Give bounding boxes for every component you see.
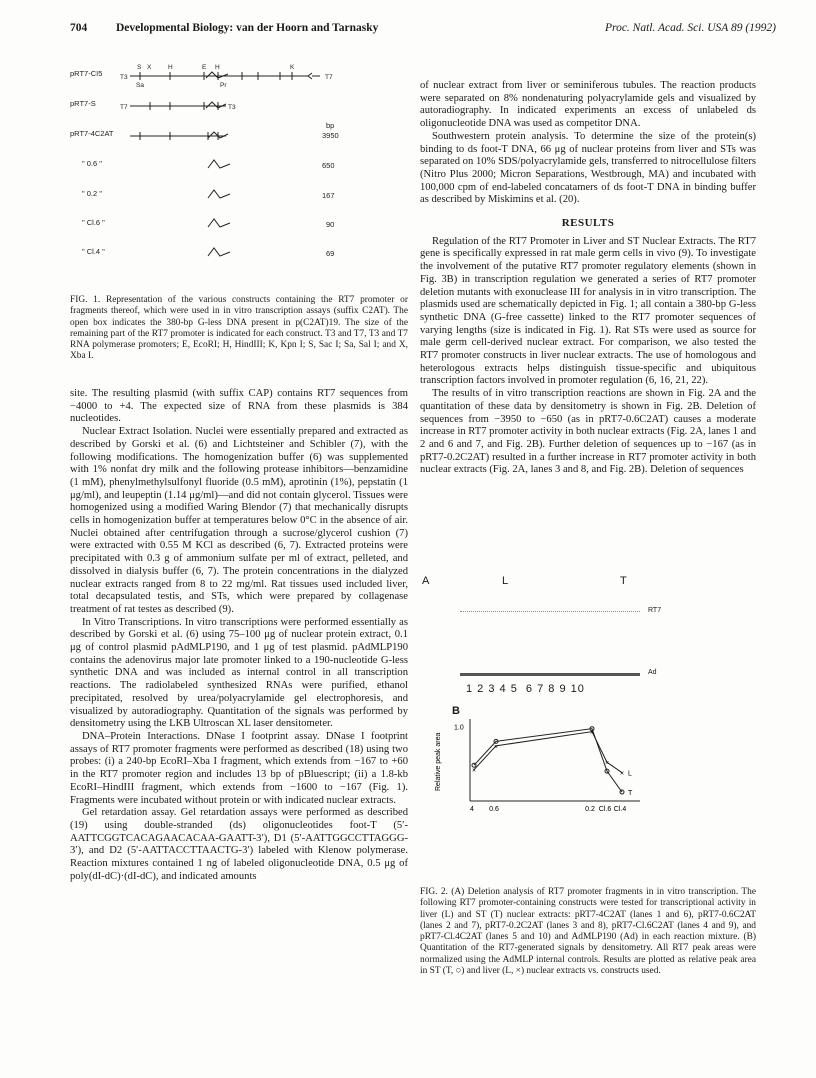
svg-text:T3: T3: [228, 104, 236, 111]
data-point: ×: [605, 760, 610, 768]
size-header: bp: [326, 121, 335, 130]
data-point: ×: [472, 767, 477, 775]
construct-label: pRT7-4C2AT: [70, 129, 114, 138]
x-tick-label: 4: [470, 806, 474, 813]
x-tick-label: Cl.4: [613, 806, 627, 813]
panel-label-a: A: [422, 575, 430, 587]
figure-2: [420, 575, 756, 815]
panel-label-b: B: [452, 705, 460, 717]
construct-label: " 0.2 ": [82, 189, 102, 198]
rt7-bands: [460, 611, 640, 614]
svg-text:H: H: [215, 64, 220, 71]
size-value: 90: [326, 220, 335, 229]
section-heading-results: RESULTS: [561, 217, 615, 230]
data-point: ×: [494, 743, 499, 751]
construct-label: " Cl.6 ": [82, 218, 105, 227]
paragraph: In Vitro Transcriptions. In vitro transcriptions were performed essentially as described by Gorski et al. (6) using 75–100 μg of nuclear protein extract, 0.1 μg of control plasmid pAdMLP190, and 1 μg of test plasmid. pAdMLP190 contains the adenovirus major late promoter linked to a 190-nucleotide G-less synthetic DNA and was included as internal control in all transcription reactions. The radiolabeled synthesized RNAs were purified, ethanol precipitated, resolved by urea/polyacrylamide gel electrophoresis, and visualized by autoradiography. Quantitation of the signals was performed by densitometry using the LKB Ultroscan XL laser densitometer.: [70, 616, 408, 730]
size-value: 69: [326, 249, 335, 258]
page-number: 704: [70, 22, 88, 34]
svg-text:T7: T7: [120, 104, 128, 111]
size-value: 167: [322, 191, 335, 200]
svg-text:K: K: [290, 64, 295, 71]
paragraph: The results of in vitro transcription reactions are shown in Fig. 2A and the quantitation of these data by densitometry is shown in Fig. 2B. Deletion of sequences from −3950 to −650 (as in pRT7-0.6C2AT) causes a moderate increase in RT7 promoter activity in both nuclear extracts (Fig. 2A, lanes 1 and 2 and 6 and 7, and Fig. 2B). Further deletion of sequences up to −167 (as in pRT7-0.2C2AT) resulted in a further increase in RT7 promoter activity in both nuclear extracts (Fig. 2A, lanes 3 and 8, and Fig. 2B). Deletion of sequences: [420, 388, 756, 476]
svg-text:Pr: Pr: [220, 82, 227, 89]
x-tick-label: Cl.6: [598, 806, 612, 813]
x-tick-label: 0.2: [585, 806, 595, 813]
paragraph: Southwestern protein analysis. To determine the size of the protein(s) binding to ds foot-T DNA, 66 μg of nuclear proteins from liver and STs was separated on 10% SDS/polyacrylamide gels, transferred to nitrocellulose filters (Nitro Plus 2000; Micron Separations, Westbrough, MA) and incubated with 100,000 cpm of end-labeled concatamers of ds foot-T DNA in binding buffer as described by Miskimins et al. (20).: [420, 130, 756, 206]
construct-label: pRT7-CI5: [70, 69, 103, 78]
paragraph: Nuclear Extract Isolation. Nuclei were essentially prepared and extracted as described by Gorski et al. (6) and Lichtsteiner and Schibler (7), with the following modifications. The homogenization buffer (6) was supplemented with 1% nonfat dry milk and the following protease inhibitors—benzamidine (1 mM), phenylmethylsulfonyl fluoride (0.5 mM), aprotinin (1%), pepstatin (1 μg/ml), and leupeptin (1.14 μg/ml)—and did not contain glycerol. Tissues were homogenized using a modified Waring Blendor (7) that mechanically disrupts cells in homogenization buffer at temperatures below 0°C in the absence of air. Nuclei obtained after centrifugation through a sucrose/glycerol cushion (7) were extracted with 0.55 M KCl as described (6, 7). Extracted proteins were precipitated with 0.3 g of ammonium sulfate per ml of extract, pelleted, and dissolved in dialysis buffer (6, 7). The protein concentrations in the dialyzed nuclear extracts ranged from 8 to 22 mg/ml. Rat tissues used included liver, total decapsulated testis, and STs, which were prepared by collagenase treatment of rat testes as described (9).: [70, 426, 408, 615]
data-point: ×: [620, 770, 625, 778]
lane-group-t: T: [620, 575, 627, 587]
construct-label: " Cl.4 ": [82, 247, 105, 256]
paragraph: DNA–Protein Interactions. DNase I footprint assay. DNase I footprint assays of RT7 promoter fragments were performed as described (18) using two probes: (i) a 240-bp EcoRI–Xba I fragment, which extends from −167 to +60 in the RT7 promoter region and includes 13 bp of pBluescript; (ii) a 1.8-kb EcoRI–HindIII fragment, which extends from −1600 to −167 (Fig. 1). Fragments were incubated without protein or with indicated nuclear extracts.: [70, 730, 408, 806]
figure-2-caption: FIG. 2. (A) Deletion analysis of RT7 promoter fragments in in vitro transcription. The following RT7 promoter-containing constructs were tested for transcriptional activity in liver (L) and ST (T) nuclear extracts: pRT7-4C2AT (lanes 1 and 6), pRT7-0.6C2AT (lanes 2 and 7), pRT7-0.2C2AT (lanes 3 and 8), pRT7-Cl.6C2AT (lanes 4 and 9), and pRT7-Cl.4C2AT (lanes 5 and 10) and AdMLP190 (Ad) in each reaction mixture. (B) Quantitation of the RT7-generated signals by densitometry. All RT7 peak areas were normalized using the AdMLP internal controls. Results are plotted as relative peak area in ST (T, ○) and liver (L, ×) nuclear extracts vs. constructs used.: [420, 887, 756, 977]
lane-group-l: L: [502, 575, 509, 587]
ad-bands: [460, 673, 640, 676]
size-value: 650: [322, 161, 335, 170]
figure-2b-chart: [430, 711, 680, 815]
size-value: 3950: [322, 131, 339, 140]
series-label: T: [628, 790, 633, 798]
data-point: ×: [590, 729, 595, 737]
svg-text:Sa: Sa: [136, 82, 144, 89]
svg-text:E: E: [202, 64, 207, 71]
paragraph: of nuclear extract from liver or seminiferous tubules. The reaction products were separated on 8% nondenaturing polyacrylamide gels and visualized by autoradiography. In indicated experiments an excess of unlabeled ds oligonucleotide DNA was used as competitor DNA.: [420, 80, 756, 130]
y-tick-label: 1.0: [454, 724, 464, 732]
y-axis-label: Relative peak area: [435, 732, 442, 791]
running-head: Developmental Biology: van der Hoorn and Tarnasky: [116, 22, 379, 34]
construct-label: pRT7-S: [70, 99, 96, 108]
right-column: [420, 80, 756, 477]
paragraph: Gel retardation assay. Gel retardation assays were performed as described (19) using double-stranded (ds) oligonucleotides foot-T (5′-AATTCGGTCACAGAACACAA-GAATT-3′), D1 (5′-AATTGGCCTTAGGG-3′), and D2 (5′-AATTACCTTAACTG-3′) labeled with Klenow polymerase. Reaction mixtures contained 1 ng of labeled oligonucleotide DNA, 0.5 μg of poly(dI-dC)·(dI-dC), and indicated amounts: [70, 807, 408, 882]
svg-text:T7: T7: [325, 74, 333, 81]
lane-numbers: 1 2 3 4 5 6 7 8 9 10: [466, 683, 585, 695]
band-label-ad: Ad: [648, 669, 657, 676]
x-tick-label: 0.6: [489, 806, 499, 813]
journal-citation: Proc. Natl. Acad. Sci. USA 89 (1992): [605, 22, 776, 34]
figure-1-construct-map: [70, 60, 408, 292]
svg-text:X: X: [147, 64, 152, 71]
series-label: L: [628, 770, 632, 778]
paragraph: site. The resulting plasmid (with suffix CAP) contains RT7 sequences from −4000 to +4. The expected size of RNA from these plasmids is 384 nucleotides.: [70, 388, 408, 425]
svg-text:T3: T3: [120, 74, 128, 81]
construct-label: " 0.6 ": [82, 159, 102, 168]
band-label-rt7: RT7: [648, 607, 662, 614]
data-point: [620, 790, 624, 794]
data-point: [472, 763, 476, 767]
svg-text:S: S: [137, 64, 142, 71]
left-column: [70, 388, 408, 883]
svg-text:H: H: [168, 64, 173, 71]
figure-1-caption: FIG. 1. Representation of the various constructs containing the RT7 promoter or fragments thereof, which were used in in vitro transcription assays (suffix C2AT). The open box indicates the 380-bp G-less DNA present in p(C2AT)19. The size of the remaining part of the RT7 promoter is indicated for each construct. T3 and T7, T3 and T7 RNA polymerase promoters; E, EcoRI; H, HindIII; K, Kpn I; S, Sac I; Sa, Sal I; and X, Xba I.: [70, 295, 408, 362]
paragraph: Regulation of the RT7 Promoter in Liver and ST Nuclear Extracts. The RT7 gene is specifically expressed in rat male germ cells in vivo (9). To investigate the involvement of the putative RT7 promoter regulatory elements (shown in Fig. 3B) in transcription regulation we generated a series of RT7 promoter deletion mutants with exonuclease III for analysis in in vitro transcription. The plasmids used are schematically depicted in Fig. 1; all contain a 380-bp G-less synthetic DNA (G-free cassette) linked to the RT7 promoter sequences of varying lengths (size is indicated in Fig. 1). Rat STs were used as source for male germ cell-derived nuclear extract. For comparison, we also tested the RT7 promoter constructs in liver nuclear extracts. The use of homologous and heterologous extracts helps distinguish tissue-specific and ubiquitous transcription factors involved in promoter regulation (6, 16, 21, 22).: [420, 235, 756, 387]
